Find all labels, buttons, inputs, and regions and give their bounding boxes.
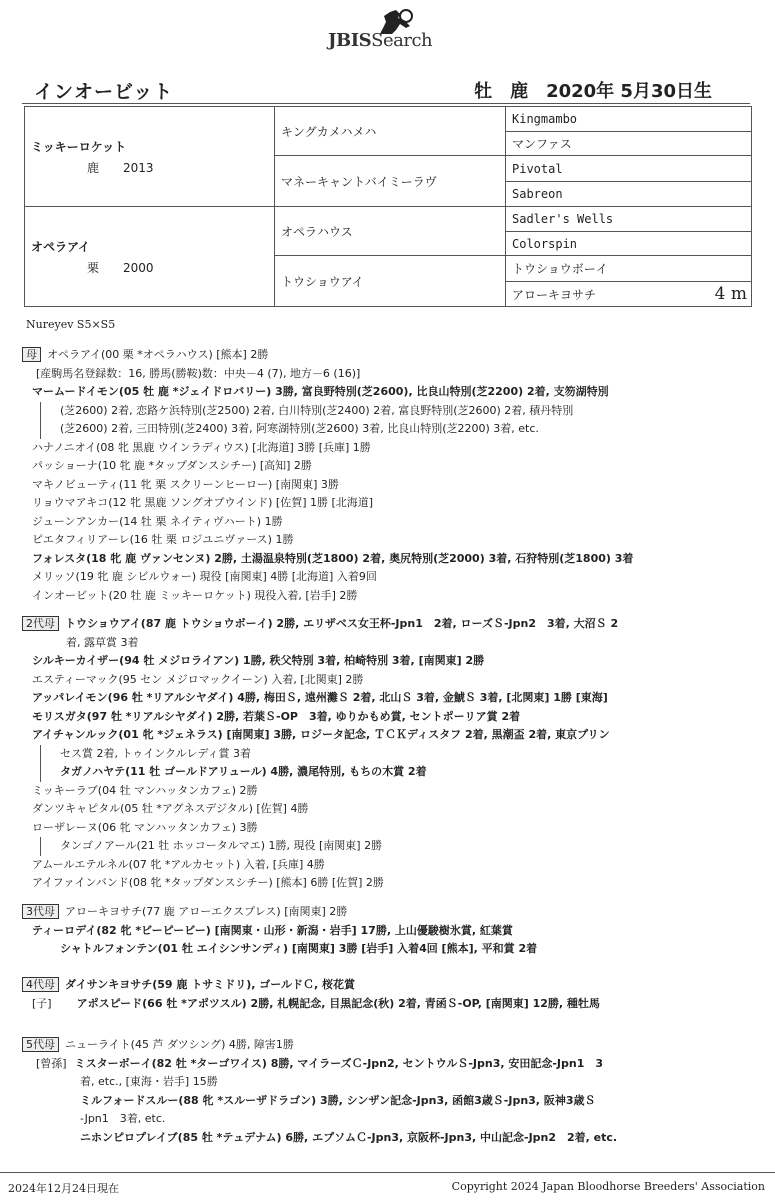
gen4-section bbox=[22, 976, 762, 1013]
gen2-line: アイチャンルック(01 牝 *ジェネラス) [南関東] 3勝, ロジータ記念, ＴＣＫディスタフ 2着, 黒潮盃 2着, 東京プリン bbox=[32, 728, 610, 741]
horse-header bbox=[22, 74, 750, 104]
pedigree-gen2-3[interactable]: オペラハウス bbox=[275, 207, 506, 256]
gen2-line: 着, 露草賞 3着 bbox=[66, 635, 139, 649]
dam-line: [産駒馬名登録数：16, 勝馬(勝鞍)数：中央－4 (7), 地方－6 (16)] bbox=[36, 366, 361, 380]
dam-info: 栗 2000 bbox=[87, 260, 154, 275]
pedigree-gen2-2[interactable]: マネーキャントバイミーラヴ bbox=[275, 156, 506, 207]
gen2-line: トウショウアイ(87 鹿 トウショウボーイ) 2勝, エリザベス女王杯-Jpn1 2着, ローズＳ-Jpn2 3着, 大沼Ｓ 2 bbox=[65, 617, 619, 630]
gen4-child-label: [子] bbox=[32, 996, 52, 1010]
pedigree-gen3-5[interactable]: Sadler's Wells bbox=[506, 207, 752, 232]
footer-copyright: Copyright 2024 Japan Bloodhorse Breeders' Association bbox=[451, 1180, 765, 1193]
section-tag-dam: 母 bbox=[22, 347, 41, 362]
pedigree-gen3-1[interactable]: Kingmambo bbox=[506, 107, 752, 132]
gen5-line: ミスターボーイ(82 牡 *ターゴワイス) 8勝, マイラーズＣ-Jpn2, セントウルＳ-Jpn3, 安田記念-Jpn1 3 bbox=[74, 1056, 604, 1070]
pedigree-gen3-8[interactable] bbox=[506, 282, 752, 307]
pedigree-gen3-2[interactable]: マンファス bbox=[506, 131, 752, 156]
gen5-line: -Jpn1 3着, etc. bbox=[80, 1112, 166, 1125]
dam-line: フォレスタ(18 牝 鹿 ヴァンセンヌ) 2勝, 土湯温泉特別(芝1800) 2着, 奥尻特別(芝2000) 3着, 石狩特別(芝1800) 3着 bbox=[32, 551, 634, 565]
gen5-line: ミルフォードスルー(88 牝 *スルーザドラゴン) 3勝, シンザン記念-Jpn3, 函館3歳Ｓ-Jpn3, 阪神3歳Ｓ bbox=[80, 1093, 596, 1107]
dam-line: ジューンアンカー(14 牡 栗 ネイティヴハート) 1勝 bbox=[32, 514, 283, 528]
dam-line: マキノビューティ(11 牝 栗 スクリーンヒーロー) [南関東] 3勝 bbox=[32, 477, 339, 491]
dam-line: (芝2600) 2着, 恋路ケ浜特別(芝2500) 2着, 白川特別(芝2400) 2着, 富良野特別(芝2600) 2着, 積丹特別 bbox=[22, 402, 762, 421]
dam-line: メリッソ(19 牝 鹿 シビルウォー) 現役 [南関東] 4勝 [北海道] 入着9回 bbox=[32, 570, 377, 583]
pedigree-table bbox=[24, 106, 752, 307]
gen2-line: エスティーマック(95 セン メジロマックイーン) 入着, [北関東] 2勝 bbox=[32, 672, 364, 686]
jbis-logo[interactable] bbox=[328, 8, 468, 52]
pedigree-gen2-4[interactable]: トウショウアイ bbox=[275, 256, 506, 307]
pedigree-gen3-8-name: アローキヨサチ bbox=[512, 287, 597, 302]
dam-line: マームードイモン(05 牡 鹿 *ジェイドロバリー) 3勝, 富良野特別(芝2600), 比良山特別(芝2200) 2着, 支笏湖特別 bbox=[32, 385, 609, 398]
horse-name: インオービット bbox=[34, 81, 174, 103]
pedigree-sire[interactable] bbox=[25, 107, 275, 207]
dam-line: ハナノニオイ(08 牝 黒鹿 ウインラディウス) [北海道] 3勝 [兵庫] 1勝 bbox=[32, 440, 371, 454]
gen5-section bbox=[22, 1036, 762, 1147]
gen2-line: モリスガタ(97 牡 *リアルシヤダイ) 2勝, 若葉Ｓ-OP 3着, ゆりかもめ賞, セントポーリア賞 2着 bbox=[32, 709, 521, 723]
horse-meta bbox=[456, 77, 712, 103]
gen2-line: セス賞 2着, トゥインクルレディ賞 3着 bbox=[22, 745, 762, 764]
family-number: 4 m bbox=[714, 284, 747, 305]
gen2-line: アイファインバンド(08 牝 *タップダンスシチー) [熊本] 6勝 [佐賀] 2勝 bbox=[32, 876, 384, 889]
gen2-line: ローザレーヌ(06 牝 マンハッタンカフェ) 3勝 bbox=[32, 820, 258, 834]
gen3-line: ティーロデイ(82 牝 *ビーピービー) [南関東・山形・新潟・岩手] 17勝, 上山優駿樹氷賞, 紅葉賞 bbox=[32, 923, 513, 937]
dam-name: オペラアイ bbox=[31, 239, 90, 254]
gen2-line: アムールエテルネル(07 牝 *アルカセット) 入着, [兵庫] 4勝 bbox=[32, 857, 325, 871]
gen3-section bbox=[22, 903, 762, 959]
gen5-line: 着, etc., [東海・岩手] 15勝 bbox=[80, 1075, 218, 1088]
pedigree-gen3-3[interactable]: Pivotal bbox=[506, 156, 752, 182]
logo-jbis: JBIS bbox=[328, 30, 372, 51]
section-tag-gen4: 4代母 bbox=[22, 977, 59, 992]
gen2-line: ダンツキャピタル(05 牡 *アグネスデジタル) [佐賀] 4勝 bbox=[32, 802, 309, 815]
gen2-line: ミッキーラブ(04 牡 マンハッタンカフェ) 2勝 bbox=[32, 783, 258, 797]
inbreeding: Nureyev S5×S5 bbox=[26, 318, 116, 331]
sire-info: 鹿 2013 bbox=[87, 160, 154, 175]
horse-color: 鹿 bbox=[510, 81, 529, 102]
gen2-line: タガノハヤテ(11 牡 ゴールドアリュール) 4勝, 濃尾特別, もちの木賞 2着 bbox=[22, 763, 762, 782]
section-tag-gen5: 5代母 bbox=[22, 1037, 59, 1052]
dam-line: パッショーナ(10 牝 鹿 *タップダンスシチー) [高知] 2勝 bbox=[32, 459, 312, 472]
horse-birth: 2020年 5月30日生 bbox=[546, 81, 712, 102]
pedigree-dam[interactable] bbox=[25, 207, 275, 307]
logo-search: Search bbox=[371, 30, 433, 51]
section-tag-gen2: 2代母 bbox=[22, 616, 59, 631]
dam-line: インオービット(20 牡 鹿 ミッキーロケット) 現役入着, [岩手] 2勝 bbox=[32, 588, 358, 602]
pedigree-gen2-1[interactable]: キングカメハメハ bbox=[275, 107, 506, 156]
dam-line: オペラアイ(00 栗 *オペラハウス) [熊本] 2勝 bbox=[47, 348, 269, 361]
dam-line: リョウマアキコ(12 牝 黒鹿 ソングオブウインド) [佐賀] 1勝 [北海道] bbox=[32, 496, 374, 509]
footer-divider bbox=[0, 1172, 775, 1173]
gen5-greatgrandchild-label: [曾孫] bbox=[36, 1056, 67, 1070]
footer-date: 2024年12月24日現在 bbox=[8, 1182, 119, 1195]
gen2-line: アッパレイモン(96 牡 *リアルシヤダイ) 4勝, 梅田Ｓ, 遠州灘Ｓ 2着, 北山Ｓ 3着, 金鯱Ｓ 3着, [北関東] 1勝 [東海] bbox=[32, 691, 608, 704]
gen5-line: ニホンピロプレイブ(85 牡 *テュデナム) 6勝, エプソムＣ-Jpn3, 京阪杯-Jpn3, 中山記念-Jpn2 2着, etc. bbox=[80, 1130, 618, 1144]
dam-section bbox=[22, 346, 762, 605]
pedigree-gen3-4[interactable]: Sabreon bbox=[506, 182, 752, 207]
horse-sex: 牡 bbox=[474, 81, 493, 102]
sire-name: ミッキーロケット bbox=[31, 139, 127, 154]
gen3-line: アローキヨサチ(77 鹿 アローエクスプレス) [南関東] 2勝 bbox=[65, 905, 348, 918]
gen4-line: ダイサンキヨサチ(59 鹿 トサミドリ), ゴールドＣ, 桜花賞 bbox=[65, 978, 356, 991]
dam-line: (芝2600) 2着, 三田特別(芝2400) 3着, 阿寒湖特別(芝2600) 3着, 比良山特別(芝2200) 3着, etc. bbox=[22, 420, 762, 439]
pedigree-gen3-7[interactable]: トウショウボーイ bbox=[506, 256, 752, 282]
gen5-line: ニューライト(45 芦 ダツシング) 4勝, 障害1勝 bbox=[65, 1038, 294, 1051]
dam-line: ピエタフィリアーレ(16 牡 栗 ロジユニヴァース) 1勝 bbox=[32, 533, 294, 546]
gen3-line: シャトルフォンテン(01 牡 エイシンサンディ) [南関東] 3勝 [岩手] 入着4回 [熊本], 平和賞 2着 bbox=[60, 942, 538, 955]
pedigree-gen3-6[interactable]: Colorspin bbox=[506, 231, 752, 256]
gen2-section bbox=[22, 615, 762, 893]
gen2-line: タンゴノアール(21 牡 ホッコータルマエ) 1勝, 現役 [南関東] 2勝 bbox=[22, 837, 762, 856]
gen4-line: アポスピード(66 牡 *アポツスル) 2勝, 札幌記念, 目黒記念(秋) 2着, 青函Ｓ-OP, [南関東] 12勝, 種牡馬 bbox=[76, 996, 600, 1010]
section-tag-gen3: 3代母 bbox=[22, 904, 59, 919]
gen2-line: シルキーカイザー(94 牡 メジロライアン) 1勝, 秩父特別 3着, 柏崎特別 3着, [南関東] 2勝 bbox=[32, 654, 485, 667]
